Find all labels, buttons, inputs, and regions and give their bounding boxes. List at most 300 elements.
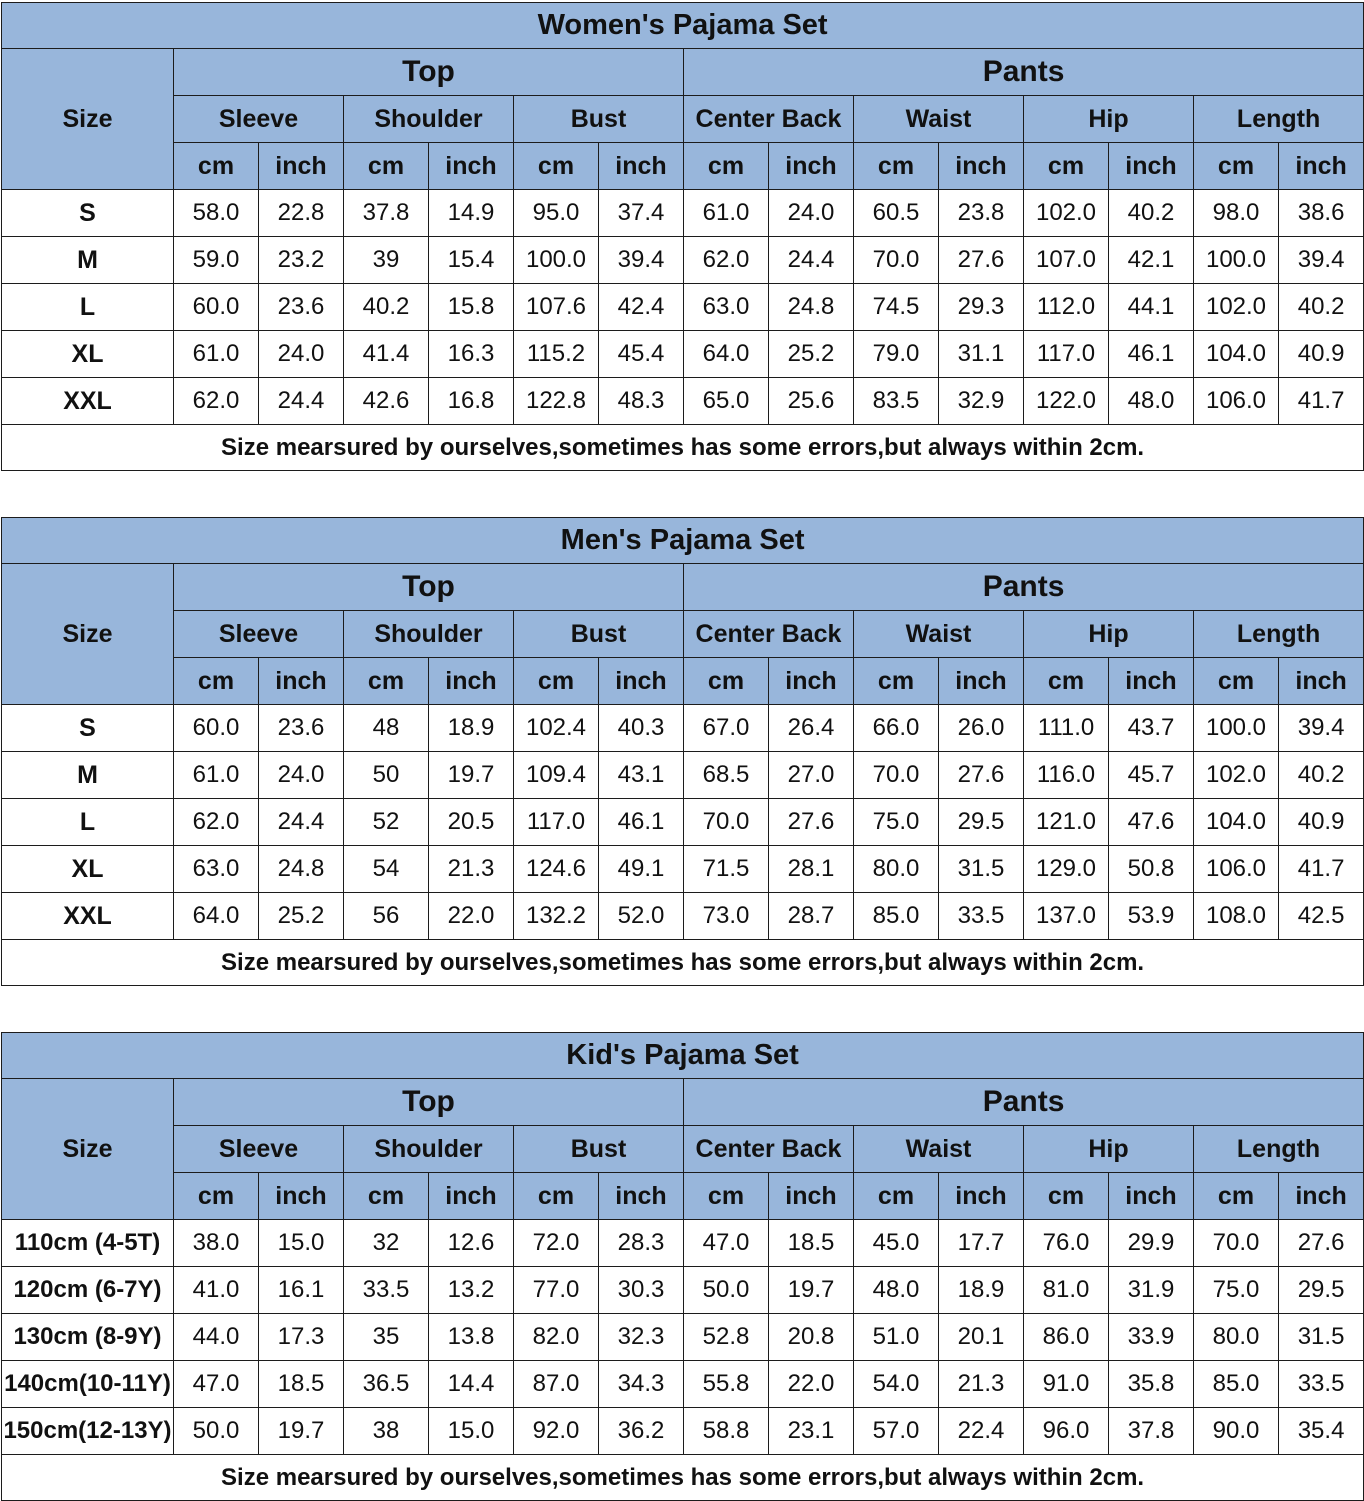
value-cell: 24.4: [259, 799, 344, 846]
table-title: Men's Pajama Set: [2, 518, 1364, 564]
value-cell: 38: [344, 1408, 429, 1455]
measure-header: Center Back: [684, 611, 854, 658]
value-cell: 47.6: [1109, 799, 1194, 846]
value-cell: 54.0: [854, 1361, 939, 1408]
unit-header: cm: [854, 658, 939, 705]
value-cell: 58.8: [684, 1408, 769, 1455]
measure-header: Length: [1194, 611, 1364, 658]
value-cell: 45.4: [599, 331, 684, 378]
value-cell: 74.5: [854, 284, 939, 331]
measure-header: Sleeve: [174, 96, 344, 143]
value-cell: 48: [344, 705, 429, 752]
value-cell: 28.1: [769, 846, 854, 893]
pants-group-header: Pants: [684, 49, 1364, 96]
top-group-header: Top: [174, 49, 684, 96]
value-cell: 45.7: [1109, 752, 1194, 799]
unit-header: inch: [1109, 1173, 1194, 1220]
unit-header: inch: [429, 1173, 514, 1220]
value-cell: 15.0: [429, 1408, 514, 1455]
value-cell: 102.0: [1194, 752, 1279, 799]
value-cell: 122.0: [1024, 378, 1109, 425]
unit-header: inch: [939, 143, 1024, 190]
size-cell: XXL: [2, 893, 174, 940]
table-title: Women's Pajama Set: [2, 3, 1364, 49]
table-row: [2, 1220, 1364, 1267]
measure-header: Bust: [514, 96, 684, 143]
measure-header: Hip: [1024, 1126, 1194, 1173]
value-cell: 50.0: [174, 1408, 259, 1455]
value-cell: 29.9: [1109, 1220, 1194, 1267]
value-cell: 30.3: [599, 1267, 684, 1314]
value-cell: 104.0: [1194, 331, 1279, 378]
value-cell: 98.0: [1194, 190, 1279, 237]
unit-header: inch: [1279, 143, 1364, 190]
size-header: Size: [2, 564, 174, 705]
size-cell: 120cm (6-7Y): [2, 1267, 174, 1314]
value-cell: 122.8: [514, 378, 599, 425]
value-cell: 12.6: [429, 1220, 514, 1267]
unit-header: cm: [514, 658, 599, 705]
unit-header: inch: [599, 658, 684, 705]
value-cell: 24.8: [259, 846, 344, 893]
value-cell: 25.2: [259, 893, 344, 940]
value-cell: 65.0: [684, 378, 769, 425]
value-cell: 72.0: [514, 1220, 599, 1267]
value-cell: 21.3: [429, 846, 514, 893]
table-row: [2, 1408, 1364, 1455]
title-row: [2, 518, 1364, 564]
value-cell: 124.6: [514, 846, 599, 893]
value-cell: 63.0: [684, 284, 769, 331]
unit-header: cm: [1194, 143, 1279, 190]
value-cell: 121.0: [1024, 799, 1109, 846]
value-cell: 22.4: [939, 1408, 1024, 1455]
value-cell: 115.2: [514, 331, 599, 378]
value-cell: 70.0: [1194, 1220, 1279, 1267]
size-cell: 140cm(10-11Y): [2, 1361, 174, 1408]
value-cell: 117.0: [1024, 331, 1109, 378]
measure-header: Length: [1194, 1126, 1364, 1173]
unit-header: inch: [769, 143, 854, 190]
value-cell: 90.0: [1194, 1408, 1279, 1455]
value-cell: 42.6: [344, 378, 429, 425]
size-cell: M: [2, 752, 174, 799]
value-cell: 24.4: [769, 237, 854, 284]
value-cell: 36.5: [344, 1361, 429, 1408]
value-cell: 102.4: [514, 705, 599, 752]
title-row: [2, 1033, 1364, 1079]
unit-header: inch: [1279, 658, 1364, 705]
unit-header: cm: [1024, 1173, 1109, 1220]
value-cell: 21.3: [939, 1361, 1024, 1408]
value-cell: 25.6: [769, 378, 854, 425]
unit-header: cm: [344, 658, 429, 705]
value-cell: 40.2: [1279, 284, 1364, 331]
value-cell: 33.5: [344, 1267, 429, 1314]
table-row: [2, 378, 1364, 425]
note-row: [2, 1455, 1364, 1501]
size-cell: 130cm (8-9Y): [2, 1314, 174, 1361]
value-cell: 16.3: [429, 331, 514, 378]
value-cell: 43.7: [1109, 705, 1194, 752]
value-cell: 100.0: [514, 237, 599, 284]
value-cell: 18.9: [939, 1267, 1024, 1314]
group-row: [2, 49, 1364, 96]
size-cell: XL: [2, 846, 174, 893]
value-cell: 92.0: [514, 1408, 599, 1455]
unit-header: inch: [259, 143, 344, 190]
value-cell: 81.0: [1024, 1267, 1109, 1314]
value-cell: 24.0: [259, 331, 344, 378]
value-cell: 48.0: [854, 1267, 939, 1314]
value-cell: 47.0: [174, 1361, 259, 1408]
value-cell: 40.9: [1279, 331, 1364, 378]
unit-header: cm: [1024, 143, 1109, 190]
pants-group-header: Pants: [684, 564, 1364, 611]
value-cell: 15.0: [259, 1220, 344, 1267]
value-cell: 55.8: [684, 1361, 769, 1408]
table-row: [2, 893, 1364, 940]
value-cell: 85.0: [1194, 1361, 1279, 1408]
unit-header: inch: [429, 658, 514, 705]
value-cell: 102.0: [1024, 190, 1109, 237]
unit-header: cm: [1194, 1173, 1279, 1220]
value-cell: 26.0: [939, 705, 1024, 752]
size-cell: XL: [2, 331, 174, 378]
value-cell: 137.0: [1024, 893, 1109, 940]
measure-header: Waist: [854, 96, 1024, 143]
value-cell: 33.5: [939, 893, 1024, 940]
table-row: [2, 705, 1364, 752]
measurement-note: Size mearsured by ourselves,sometimes has some errors,but always within 2cm.: [2, 940, 1364, 986]
value-cell: 39: [344, 237, 429, 284]
measurement-note: Size mearsured by ourselves,sometimes has some errors,but always within 2cm.: [2, 1455, 1364, 1501]
value-cell: 111.0: [1024, 705, 1109, 752]
value-cell: 47.0: [684, 1220, 769, 1267]
size-cell: M: [2, 237, 174, 284]
unit-header: inch: [599, 143, 684, 190]
value-cell: 18.5: [769, 1220, 854, 1267]
measure-header: Bust: [514, 1126, 684, 1173]
women-size-chart: [1, 2, 1363, 471]
measure-header: Bust: [514, 611, 684, 658]
value-cell: 23.6: [259, 284, 344, 331]
measure-header: Waist: [854, 611, 1024, 658]
measure-header: Hip: [1024, 611, 1194, 658]
size-cell: 110cm (4-5T): [2, 1220, 174, 1267]
value-cell: 22.8: [259, 190, 344, 237]
value-cell: 19.7: [769, 1267, 854, 1314]
value-cell: 27.6: [1279, 1220, 1364, 1267]
table-title: Kid's Pajama Set: [2, 1033, 1364, 1079]
value-cell: 73.0: [684, 893, 769, 940]
value-cell: 38.6: [1279, 190, 1364, 237]
value-cell: 44.1: [1109, 284, 1194, 331]
value-cell: 91.0: [1024, 1361, 1109, 1408]
value-cell: 41.7: [1279, 378, 1364, 425]
value-cell: 61.0: [174, 752, 259, 799]
value-cell: 71.5: [684, 846, 769, 893]
value-cell: 85.0: [854, 893, 939, 940]
unit-header: inch: [599, 1173, 684, 1220]
measure-header: Sleeve: [174, 1126, 344, 1173]
unit-header: cm: [344, 1173, 429, 1220]
measure-header: Shoulder: [344, 96, 514, 143]
group-row: [2, 564, 1364, 611]
value-cell: 36.2: [599, 1408, 684, 1455]
value-cell: 42.1: [1109, 237, 1194, 284]
value-cell: 18.9: [429, 705, 514, 752]
value-cell: 24.0: [769, 190, 854, 237]
value-cell: 27.6: [939, 237, 1024, 284]
value-cell: 15.4: [429, 237, 514, 284]
value-cell: 80.0: [1194, 1314, 1279, 1361]
pants-group-header: Pants: [684, 1079, 1364, 1126]
value-cell: 44.0: [174, 1314, 259, 1361]
value-cell: 100.0: [1194, 705, 1279, 752]
value-cell: 107.0: [1024, 237, 1109, 284]
size-cell: S: [2, 705, 174, 752]
value-cell: 32: [344, 1220, 429, 1267]
unit-header: inch: [1109, 658, 1194, 705]
value-cell: 32.3: [599, 1314, 684, 1361]
value-cell: 46.1: [599, 799, 684, 846]
size-header: Size: [2, 1079, 174, 1220]
unit-header: inch: [939, 658, 1024, 705]
value-cell: 49.1: [599, 846, 684, 893]
men-size-chart: [1, 517, 1363, 986]
value-cell: 129.0: [1024, 846, 1109, 893]
value-cell: 107.6: [514, 284, 599, 331]
value-cell: 31.5: [939, 846, 1024, 893]
unit-header: cm: [174, 1173, 259, 1220]
value-cell: 34.3: [599, 1361, 684, 1408]
value-cell: 20.8: [769, 1314, 854, 1361]
measure-row: [2, 611, 1364, 658]
value-cell: 79.0: [854, 331, 939, 378]
unit-header: cm: [1024, 658, 1109, 705]
value-cell: 17.3: [259, 1314, 344, 1361]
value-cell: 29.5: [939, 799, 1024, 846]
measure-header: Shoulder: [344, 1126, 514, 1173]
kids-size-table: [1, 1032, 1364, 1501]
value-cell: 14.4: [429, 1361, 514, 1408]
value-cell: 48.3: [599, 378, 684, 425]
value-cell: 46.1: [1109, 331, 1194, 378]
measure-header: Waist: [854, 1126, 1024, 1173]
value-cell: 13.8: [429, 1314, 514, 1361]
value-cell: 54: [344, 846, 429, 893]
value-cell: 28.3: [599, 1220, 684, 1267]
unit-header: inch: [1279, 1173, 1364, 1220]
value-cell: 61.0: [174, 331, 259, 378]
value-cell: 58.0: [174, 190, 259, 237]
unit-header: cm: [684, 143, 769, 190]
unit-header: cm: [854, 1173, 939, 1220]
value-cell: 40.9: [1279, 799, 1364, 846]
unit-header: inch: [1109, 143, 1194, 190]
value-cell: 35.4: [1279, 1408, 1364, 1455]
unit-header: inch: [259, 1173, 344, 1220]
kids-size-chart: [1, 1032, 1363, 1501]
value-cell: 37.4: [599, 190, 684, 237]
table-row: [2, 190, 1364, 237]
value-cell: 75.0: [854, 799, 939, 846]
unit-header: inch: [769, 658, 854, 705]
value-cell: 82.0: [514, 1314, 599, 1361]
measure-header: Sleeve: [174, 611, 344, 658]
value-cell: 50.8: [1109, 846, 1194, 893]
value-cell: 35.8: [1109, 1361, 1194, 1408]
value-cell: 29.3: [939, 284, 1024, 331]
unit-header: inch: [769, 1173, 854, 1220]
value-cell: 95.0: [514, 190, 599, 237]
top-group-header: Top: [174, 564, 684, 611]
value-cell: 76.0: [1024, 1220, 1109, 1267]
value-cell: 83.5: [854, 378, 939, 425]
women-size-table: [1, 2, 1364, 471]
value-cell: 132.2: [514, 893, 599, 940]
value-cell: 64.0: [684, 331, 769, 378]
table-row: [2, 846, 1364, 893]
unit-header: cm: [344, 143, 429, 190]
value-cell: 60.0: [174, 284, 259, 331]
value-cell: 59.0: [174, 237, 259, 284]
measurement-note: Size mearsured by ourselves,sometimes has some errors,but always within 2cm.: [2, 425, 1364, 471]
value-cell: 22.0: [769, 1361, 854, 1408]
value-cell: 33.9: [1109, 1314, 1194, 1361]
unit-header: inch: [939, 1173, 1024, 1220]
value-cell: 40.2: [1109, 190, 1194, 237]
value-cell: 102.0: [1194, 284, 1279, 331]
unit-row: [2, 658, 1364, 705]
value-cell: 16.1: [259, 1267, 344, 1314]
value-cell: 117.0: [514, 799, 599, 846]
value-cell: 17.7: [939, 1220, 1024, 1267]
top-group-header: Top: [174, 1079, 684, 1126]
value-cell: 64.0: [174, 893, 259, 940]
value-cell: 40.2: [1279, 752, 1364, 799]
value-cell: 39.4: [599, 237, 684, 284]
value-cell: 38.0: [174, 1220, 259, 1267]
value-cell: 60.0: [174, 705, 259, 752]
value-cell: 112.0: [1024, 284, 1109, 331]
value-cell: 75.0: [1194, 1267, 1279, 1314]
value-cell: 14.9: [429, 190, 514, 237]
value-cell: 19.7: [429, 752, 514, 799]
value-cell: 52.0: [599, 893, 684, 940]
unit-row: [2, 143, 1364, 190]
value-cell: 31.9: [1109, 1267, 1194, 1314]
value-cell: 24.0: [259, 752, 344, 799]
value-cell: 57.0: [854, 1408, 939, 1455]
value-cell: 41.0: [174, 1267, 259, 1314]
table-row: [2, 331, 1364, 378]
size-cell: S: [2, 190, 174, 237]
measure-header: Center Back: [684, 1126, 854, 1173]
value-cell: 43.1: [599, 752, 684, 799]
measure-header: Shoulder: [344, 611, 514, 658]
table-row: [2, 1361, 1364, 1408]
value-cell: 41.7: [1279, 846, 1364, 893]
measure-header: Hip: [1024, 96, 1194, 143]
value-cell: 70.0: [684, 799, 769, 846]
value-cell: 33.5: [1279, 1361, 1364, 1408]
measure-header: Center Back: [684, 96, 854, 143]
value-cell: 60.5: [854, 190, 939, 237]
value-cell: 22.0: [429, 893, 514, 940]
value-cell: 70.0: [854, 237, 939, 284]
value-cell: 48.0: [1109, 378, 1194, 425]
value-cell: 40.2: [344, 284, 429, 331]
value-cell: 29.5: [1279, 1267, 1364, 1314]
table-row: [2, 752, 1364, 799]
value-cell: 53.9: [1109, 893, 1194, 940]
value-cell: 35: [344, 1314, 429, 1361]
value-cell: 37.8: [1109, 1408, 1194, 1455]
size-cell: 150cm(12-13Y): [2, 1408, 174, 1455]
value-cell: 13.2: [429, 1267, 514, 1314]
value-cell: 23.1: [769, 1408, 854, 1455]
value-cell: 45.0: [854, 1220, 939, 1267]
value-cell: 87.0: [514, 1361, 599, 1408]
value-cell: 19.7: [259, 1408, 344, 1455]
value-cell: 42.5: [1279, 893, 1364, 940]
value-cell: 86.0: [1024, 1314, 1109, 1361]
value-cell: 41.4: [344, 331, 429, 378]
value-cell: 28.7: [769, 893, 854, 940]
value-cell: 51.0: [854, 1314, 939, 1361]
value-cell: 104.0: [1194, 799, 1279, 846]
value-cell: 23.6: [259, 705, 344, 752]
value-cell: 61.0: [684, 190, 769, 237]
measure-row: [2, 96, 1364, 143]
unit-header: cm: [514, 1173, 599, 1220]
men-size-table: [1, 517, 1364, 986]
value-cell: 116.0: [1024, 752, 1109, 799]
value-cell: 16.8: [429, 378, 514, 425]
value-cell: 109.4: [514, 752, 599, 799]
value-cell: 100.0: [1194, 237, 1279, 284]
value-cell: 50: [344, 752, 429, 799]
measure-row: [2, 1126, 1364, 1173]
size-cell: XXL: [2, 378, 174, 425]
note-row: [2, 940, 1364, 986]
value-cell: 39.4: [1279, 705, 1364, 752]
table-row: [2, 799, 1364, 846]
value-cell: 77.0: [514, 1267, 599, 1314]
value-cell: 62.0: [684, 237, 769, 284]
table-row: [2, 284, 1364, 331]
value-cell: 25.2: [769, 331, 854, 378]
group-row: [2, 1079, 1364, 1126]
value-cell: 62.0: [174, 378, 259, 425]
value-cell: 15.8: [429, 284, 514, 331]
value-cell: 66.0: [854, 705, 939, 752]
unit-header: cm: [1194, 658, 1279, 705]
value-cell: 106.0: [1194, 846, 1279, 893]
value-cell: 24.4: [259, 378, 344, 425]
value-cell: 23.2: [259, 237, 344, 284]
value-cell: 27.0: [769, 752, 854, 799]
value-cell: 26.4: [769, 705, 854, 752]
value-cell: 37.8: [344, 190, 429, 237]
value-cell: 106.0: [1194, 378, 1279, 425]
value-cell: 50.0: [684, 1267, 769, 1314]
table-row: [2, 1314, 1364, 1361]
value-cell: 39.4: [1279, 237, 1364, 284]
value-cell: 42.4: [599, 284, 684, 331]
